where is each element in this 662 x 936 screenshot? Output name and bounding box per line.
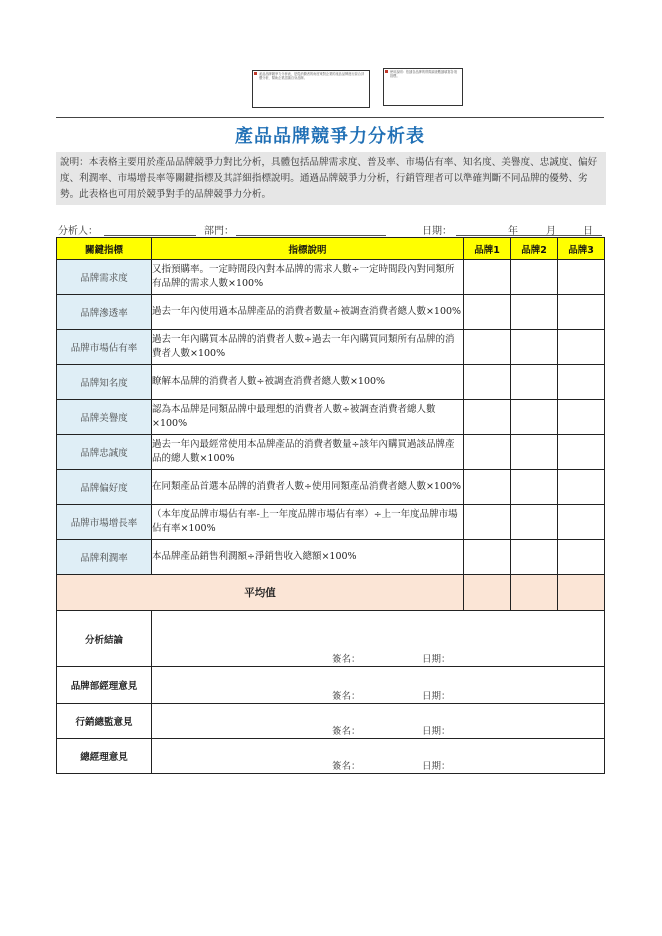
- brand1-value-cell[interactable]: [464, 470, 511, 505]
- brand1-value-cell[interactable]: [464, 260, 511, 295]
- brand1-value-cell[interactable]: [464, 435, 511, 470]
- brand3-average-cell[interactable]: [558, 575, 605, 611]
- indicator-cell: 品牌美譽度: [57, 400, 152, 435]
- description-cell: 又指預購率。一定時間段內對本品牌的需求人數÷一定時間段內對同類所有品牌的需求人數×100%: [152, 260, 464, 295]
- opinion-row: [57, 739, 605, 774]
- opinion-label: 行銷總監意見: [57, 704, 152, 739]
- brand3-value-cell[interactable]: [558, 295, 605, 330]
- date-label: 日期：: [422, 226, 452, 237]
- description-cell: （本年度品牌市場佔有率-上一年度品牌市場佔有率）÷上一年度品牌市場佔有率×100%: [152, 505, 464, 540]
- description-cell: 本品牌產品銷售利潤額÷淨銷售收入總額×100%: [152, 540, 464, 575]
- table-row: [57, 400, 605, 435]
- analyst-field[interactable]: [104, 235, 196, 236]
- opinion-row: [57, 611, 605, 667]
- table-row: [57, 330, 605, 365]
- brand2-value-cell[interactable]: [511, 470, 558, 505]
- sign-label: 簽名：: [332, 761, 361, 772]
- brand3-value-cell[interactable]: [558, 470, 605, 505]
- month-label: 月: [546, 226, 556, 237]
- page-title: 產品品牌競爭力分析表: [235, 126, 425, 147]
- description-cell: 過去一年內購買本品牌的消費者人數÷過去一年內購買同類所有品牌的消費者人數×100%: [152, 330, 464, 365]
- header-description: 指標說明: [152, 238, 464, 260]
- indicator-cell: 品牌知名度: [57, 365, 152, 400]
- sign-label: 簽名：: [332, 654, 361, 665]
- indicator-cell: 品牌市場佔有率: [57, 330, 152, 365]
- brand2-value-cell[interactable]: [511, 505, 558, 540]
- description-cell: 認為本品牌是同類品牌中最理想的消費者人數÷被調查消費者總人數×100%: [152, 400, 464, 435]
- brand2-value-cell[interactable]: [511, 540, 558, 575]
- brand1-value-cell[interactable]: [464, 540, 511, 575]
- sign-label: 簽名：: [332, 691, 361, 702]
- brand3-value-cell[interactable]: [558, 365, 605, 400]
- sign-date-label: 日期：: [422, 726, 451, 737]
- header-note-box-1: [252, 70, 370, 108]
- header-brand2: 品牌2: [511, 238, 558, 260]
- average-row: [57, 575, 605, 611]
- meta-row: [58, 222, 602, 236]
- indicator-cell: 品牌需求度: [57, 260, 152, 295]
- brand2-average-cell[interactable]: [511, 575, 558, 611]
- header-brand1: 品牌1: [464, 238, 511, 260]
- dept-label: 部門：: [204, 226, 234, 237]
- brand2-value-cell[interactable]: [511, 260, 558, 295]
- opinion-field[interactable]: [152, 611, 605, 667]
- average-label: 平均值: [57, 575, 464, 611]
- description-box: 說明：本表格主要用於產品品牌競爭力對比分析，具體包括品牌需求度、普及率、市場佔有率、知名度、美譽度、忠誠度、偏好度、利潤率、市場增長率等關鍵指標及其詳細指標說明。通過品牌競爭力分析，行銷管理者可以準確判斷不同品牌的優勢、劣勢。此表格也可用於競爭對手的品牌競爭力分析。: [56, 152, 606, 205]
- brand3-value-cell[interactable]: [558, 400, 605, 435]
- sign-date-label: 日期：: [422, 691, 451, 702]
- opinion-label: 總經理意見: [57, 739, 152, 774]
- header-note-text-1: 產品品牌競爭力分析表，是從消費者的角度來對企業的產品品牌進行綜合評價分析，幫助企業認識自身品牌。: [253, 71, 369, 80]
- brand2-value-cell[interactable]: [511, 435, 558, 470]
- date-field[interactable]: [456, 235, 602, 236]
- header-indicator: 關鍵指標: [57, 238, 152, 260]
- brand2-value-cell[interactable]: [511, 295, 558, 330]
- brand1-value-cell[interactable]: [464, 505, 511, 540]
- brand1-value-cell[interactable]: [464, 400, 511, 435]
- sign-label: 簽名：: [332, 726, 361, 737]
- indicator-cell: 品牌忠誠度: [57, 435, 152, 470]
- brand3-value-cell[interactable]: [558, 435, 605, 470]
- table-row: [57, 365, 605, 400]
- day-label: 日: [583, 226, 593, 237]
- year-label: 年: [508, 226, 518, 237]
- brand1-value-cell[interactable]: [464, 330, 511, 365]
- description-cell: 瞭解本品牌的消費者人數÷被調查消費者總人數×100%: [152, 365, 464, 400]
- sign-date-label: 日期：: [422, 761, 451, 772]
- opinion-row: [57, 667, 605, 704]
- opinion-label: 分析結論: [57, 611, 152, 667]
- header-note-text-2: 使用說明：依據各品牌的實際調查數據填寫各項指標。: [384, 69, 462, 78]
- opinion-field[interactable]: [152, 667, 605, 704]
- indicator-cell: 品牌偏好度: [57, 470, 152, 505]
- indicator-cell: 品牌利潤率: [57, 540, 152, 575]
- header-note-box-2: [383, 68, 463, 106]
- brand1-value-cell[interactable]: [464, 295, 511, 330]
- table-header-row: [57, 238, 605, 260]
- opinion-field[interactable]: [152, 704, 605, 739]
- opinion-row: [57, 704, 605, 739]
- brand2-value-cell[interactable]: [511, 400, 558, 435]
- sign-date-label: 日期：: [422, 654, 451, 665]
- brand2-value-cell[interactable]: [511, 330, 558, 365]
- analyst-label: 分析人：: [58, 226, 98, 237]
- brand3-value-cell[interactable]: [558, 330, 605, 365]
- description-cell: 過去一年內使用過本品牌產品的消費者數量÷被調查消費者總人數×100%: [152, 295, 464, 330]
- description-cell: 過去一年內最經常使用本品牌產品的消費者數量÷該年內購買過該品牌產品的總人數×100%: [152, 435, 464, 470]
- brand1-average-cell[interactable]: [464, 575, 511, 611]
- table-row: [57, 540, 605, 575]
- indicator-cell: 品牌滲透率: [57, 295, 152, 330]
- brand2-value-cell[interactable]: [511, 365, 558, 400]
- header-brand3: 品牌3: [558, 238, 605, 260]
- table-row: [57, 505, 605, 540]
- indicator-cell: 品牌市場增長率: [57, 505, 152, 540]
- description-cell: 在同類產品首選本品牌的消費者人數÷使用同類產品消費者總人數×100%: [152, 470, 464, 505]
- table-row: [57, 435, 605, 470]
- opinion-field[interactable]: [152, 739, 605, 774]
- brand1-value-cell[interactable]: [464, 365, 511, 400]
- competitiveness-table: [56, 237, 605, 774]
- opinion-label: 品牌部經理意見: [57, 667, 152, 704]
- header-divider: [56, 117, 604, 118]
- table-row: [57, 260, 605, 295]
- brand3-value-cell[interactable]: [558, 540, 605, 575]
- brand3-value-cell[interactable]: [558, 505, 605, 540]
- table-row: [57, 295, 605, 330]
- dept-field[interactable]: [236, 235, 386, 236]
- table-row: [57, 470, 605, 505]
- brand3-value-cell[interactable]: [558, 260, 605, 295]
